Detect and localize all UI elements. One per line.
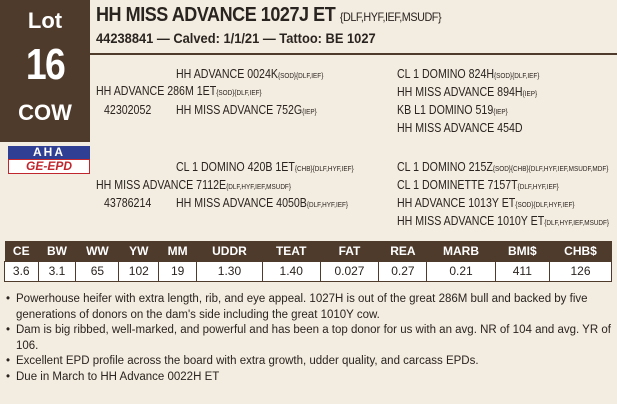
epd-header-row: [5, 241, 612, 261]
lot-label: Lot: [27, 8, 63, 33]
epd-header: REA: [379, 241, 427, 261]
pedigree-dam-gs-gd: CL 1 DOMINETTE 7157T{DLF,HYF,IEF}: [397, 178, 559, 192]
pedigree-sire-gs-gs: CL 1 DOMINO 824H{SOD}{DLF,IEF}: [397, 67, 540, 81]
epd-value: 65: [76, 261, 119, 281]
epd-value: 0.21: [427, 261, 495, 281]
animal-info: 44238841 — Calved: 1/1/21 — Tattoo: BE 1027: [96, 30, 376, 46]
notes-list: [4, 292, 612, 385]
epd-value: 19: [159, 261, 197, 281]
epd-header: CE: [5, 241, 39, 261]
note-item: • Excellent EPD profile across the board with extra growth, udder quality, and carcass EPDs.: [4, 354, 612, 370]
animal-title: [96, 4, 441, 27]
animal-tags: {DLF,HYF,IEF,MSUDF}: [339, 10, 442, 24]
lot-number: 16: [25, 40, 65, 89]
pedigree-sire-gs-gd: HH MISS ADVANCE 894H{IEP}: [397, 85, 538, 99]
epd-value: 126: [549, 261, 611, 281]
pedigree-dam-grandsire: CL 1 DOMINO 420B 1ET{CHB}{DLF,HYF,IEF}: [176, 160, 354, 174]
animal-sex: COW: [18, 100, 72, 125]
pedigree-sire: HH ADVANCE 286M 1ET{SOD}{DLF,IEF}: [96, 84, 262, 98]
header-divider: [90, 53, 617, 55]
pedigree-dam-gd-gd: HH MISS ADVANCE 1010Y ET{DLF,HYF,IEF,MSUDF}: [397, 214, 610, 228]
epd-value: 3.1: [38, 261, 76, 281]
epd-value: 1.40: [262, 261, 320, 281]
epd-value: 0.27: [379, 261, 427, 281]
pedigree-sire-granddam: HH MISS ADVANCE 752G{IEP}: [176, 103, 317, 117]
pedigree-dam-granddam: HH MISS ADVANCE 4050B{DLF,HYF,IEF}: [176, 196, 349, 210]
epd-header: BW: [38, 241, 76, 261]
epd-header: UDDR: [197, 241, 263, 261]
note-item: • Due in March to HH Advance 0022H ET: [4, 370, 612, 386]
epd-header: MM: [159, 241, 197, 261]
note-item: • Dam is big ribbed, well-marked, and powerful and has been a top donor for us with an avg. NR of 104 and avg. YR of 106.: [4, 323, 612, 354]
epd-value: 102: [119, 261, 159, 281]
epd-header: FAT: [320, 241, 379, 261]
epd-header: WW: [76, 241, 119, 261]
pedigree-dam-gs-gs: CL 1 DOMINO 215Z{SOD}{CHB}{DLF,HYF,IEF,MSUDF,MDF}: [397, 160, 609, 174]
pedigree-sire-gd-gd: HH MISS ADVANCE 454D: [397, 121, 523, 135]
pedigree-sire-reg: 42302052: [104, 103, 152, 117]
epd-header: BMI$: [495, 241, 549, 261]
note-item: • Powerhouse heifer with extra length, rib, and eye appeal. 1027H is out of the great 286M bull and backed by five generations of donors on the dam's side including the great 1010Y cow.: [4, 292, 612, 323]
lot-box: [0, 0, 90, 142]
epd-header: YW: [119, 241, 159, 261]
pedigree-dam: HH MISS ADVANCE 7112E{DLF,HYF,IEF,MSUDF}: [96, 178, 291, 192]
epd-value: 411: [495, 261, 549, 281]
pedigree-sire-gd-gs: KB L1 DOMINO 519{IEP}: [397, 103, 508, 117]
pedigree-dam-gd-gs: HH ADVANCE 1013Y ET{SOD}{DLF,HYF,IEF}: [397, 196, 575, 210]
epd-value-row: [5, 261, 612, 281]
epd-value: 1.30: [197, 261, 263, 281]
pedigree-dam-reg: 43786214: [104, 196, 152, 210]
epd-value: 3.6: [5, 261, 39, 281]
epd-header: TEAT: [262, 241, 320, 261]
epd-table: [4, 241, 612, 282]
epd-header: MARB: [427, 241, 495, 261]
epd-value: 0.027: [320, 261, 379, 281]
aha-ge-epd-logo: AHA GE-EPD: [8, 146, 90, 174]
pedigree-sire-grandsire: HH ADVANCE 0024K{SOD}{DLF,IEF}: [176, 67, 324, 81]
animal-name: HH MISS ADVANCE 1027J ET: [96, 4, 336, 26]
epd-header: CHB$: [549, 241, 611, 261]
